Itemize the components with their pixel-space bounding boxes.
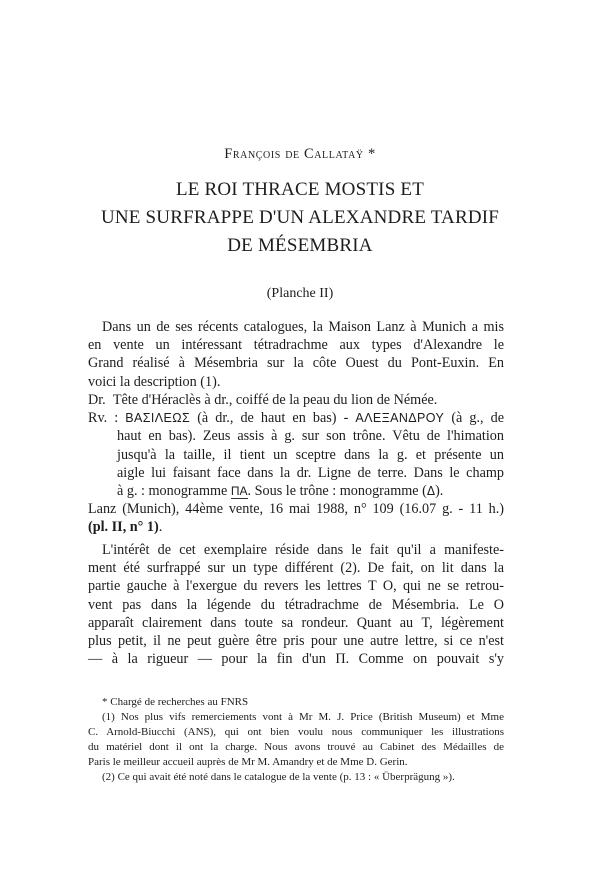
text-line: Grand réalisé à Mésembria sur la côte Ouest du Pont-Euxin. En	[88, 355, 504, 372]
footnote-1-line: (1) Nos plus vifs remerciements vont à Mr M. J. Price (British Museum) et Mme	[102, 711, 504, 723]
footnote-star: * Chargé de recherches au FNRS	[102, 696, 249, 708]
footnote-1-line: C. Arnold-Biucchi (ANS), qui ont bien voulu nous communiquer les illustrations	[88, 726, 504, 738]
author-line: François de Callataÿ *	[224, 146, 376, 162]
footnote-1-line: Paris le meilleur accueil auprès de Mr M. Amandry et de Mme D. Gerin.	[88, 756, 408, 768]
plate-ref-line: (pl. II, n° 1).	[88, 519, 163, 536]
text-line: jusqu'à la taille, il tient un sceptre dans la g. et présente un	[117, 446, 504, 463]
text-line: L'intérêt de cet exemplaire réside dans le fait qu'il a manifeste-	[102, 542, 504, 558]
footnotes	[88, 695, 504, 785]
paragraph-overstrike	[88, 541, 504, 668]
legend-basileos: ΒΑΣΙΛΕΩΣ	[125, 411, 191, 426]
plate-ref: (pl. II, n° 1)	[88, 519, 159, 536]
paragraph-intro	[88, 318, 504, 391]
obverse-label: Dr.	[88, 392, 106, 408]
text-line: en vente un intéressant tétradrachme aux types d'Alexandre le	[88, 337, 504, 354]
text-line: plus petit, il ne peut guère être pris pour une autre lettre, si ce n'est	[88, 633, 504, 650]
monogram-field: ΠΑ	[230, 484, 248, 499]
text-line: Dans un de ses récents catalogues, la Maison Lanz à Munich a mis	[102, 319, 504, 335]
text-line: vent pas dans la légende du tétradrachme de Mésembria. Le Ο	[88, 596, 504, 613]
monogram-throne: Δ	[426, 484, 436, 499]
reverse-text: (à dr., de haut en bas) -	[197, 410, 349, 427]
monogram-line: à g. : monogramme ΠΑ. Sous le trône : monogramme (Δ).	[117, 483, 444, 500]
reverse-text: (à g., de	[451, 410, 505, 427]
footnote-1-line: du matériel dont il ont la charge. Nous avons trouvé au Cabinet des Médailles de	[88, 741, 504, 753]
text-line: aigle lui faisant face dans la dr. Ligne de terre. Dans le champ	[117, 464, 504, 481]
obverse-text: Tête d'Héraclès à dr., coiffé de la peau du lion de Némée.	[112, 392, 438, 408]
obverse-line	[88, 391, 504, 409]
reverse-line	[88, 409, 504, 427]
article-title	[0, 176, 600, 260]
text-line: voici la description (1).	[88, 373, 221, 390]
text-line: ment été surfrappé sur un type différent (2). De fait, on lit dans la	[88, 560, 504, 577]
footnote-2: (2) Ce qui avait été noté dans le catalogue de la vente (p. 13 : « Überprägung »).	[102, 771, 455, 783]
reverse-label: Rv. :	[88, 410, 119, 427]
title-line-1: LE ROI THRACE MOSTIS ET	[175, 179, 425, 200]
title-line-2: UNE SURFRAPPE D'UN ALEXANDRE TARDIF	[100, 207, 500, 228]
text-line: — à la rigueur — pour la fin d'un Π. Comme on pouvait s'y	[88, 651, 504, 668]
plate-reference: (Planche II)	[266, 286, 334, 301]
text-line: partie gauche à l'exergue du revers les lettres Τ Ο, qui ne se retrou-	[88, 578, 504, 595]
coin-description	[88, 391, 504, 537]
text-line: apparaît clairement dans toute sa rondeur. Quant au Τ, légèrement	[88, 614, 504, 631]
legend-alexandrou: ΑΛΕΞΑΝΔΡΟΥ	[355, 411, 445, 426]
text-line: haut en bas). Zeus assis à g. sur son trône. Vêtu de l'himation	[117, 428, 504, 445]
title-line-3: DE MÉSEMBRIA	[227, 235, 373, 256]
lanz-reference: Lanz (Munich), 44ème vente, 16 mai 1988, n° 109 (16.07 g. - 11 h.)	[88, 501, 504, 518]
